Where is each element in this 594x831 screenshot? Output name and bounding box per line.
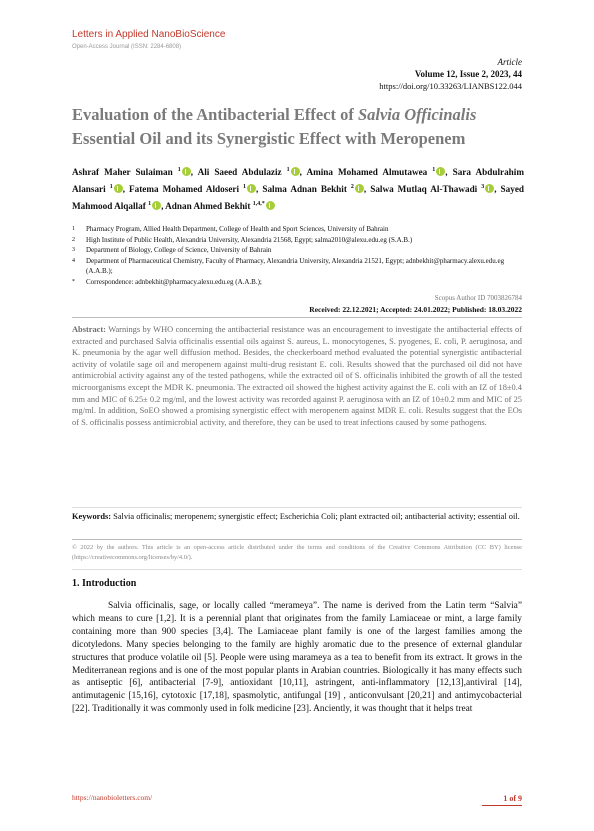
section-heading: 1. Introduction bbox=[72, 578, 137, 589]
author-affiliation-mark: 3 bbox=[481, 184, 485, 191]
author-name: Ali Saeed Abdulaziz bbox=[197, 167, 287, 178]
author-name: Sara Abdulrahim Alansari bbox=[72, 167, 524, 195]
journal-issn: Open-Access Journal (ISSN: 2284-6808) bbox=[72, 44, 182, 50]
article-type: Article bbox=[497, 57, 522, 67]
orcid-icon[interactable] bbox=[266, 201, 275, 210]
orcid-icon[interactable] bbox=[355, 184, 364, 193]
author-name: Ashraf Maher Sulaiman bbox=[72, 167, 178, 178]
orcid-icon[interactable] bbox=[182, 167, 191, 176]
affiliation-item bbox=[72, 277, 524, 288]
affiliation-item bbox=[72, 245, 524, 256]
author-name: Salma Adnan Bekhit bbox=[262, 184, 351, 195]
author-affiliation-mark: 2 bbox=[350, 184, 354, 191]
divider bbox=[72, 539, 522, 540]
journal-name[interactable]: Letters in Applied NanoBioScience bbox=[72, 29, 226, 40]
orcid-icon[interactable] bbox=[485, 184, 494, 193]
footer-rule bbox=[482, 805, 522, 806]
affiliation-number: 4 bbox=[72, 257, 75, 264]
volume-issue: Volume 12, Issue 2, 2023, 44 bbox=[414, 69, 522, 79]
affiliation-number: 1 bbox=[72, 226, 75, 232]
author-affiliation-mark: 1,4,* bbox=[252, 201, 265, 208]
orcid-icon[interactable] bbox=[436, 167, 445, 176]
affiliations bbox=[72, 224, 524, 287]
affiliation-text: Correspondence: adnbekhit@pharmacy.alexu.edu.eg (A.A.B.); bbox=[86, 277, 262, 286]
orcid-icon[interactable] bbox=[247, 184, 256, 193]
affiliation-number: 2 bbox=[72, 236, 75, 243]
footer-url[interactable]: https://nanobioletters.com/ bbox=[72, 793, 153, 802]
orcid-icon[interactable] bbox=[291, 167, 300, 176]
title-text-2: Essential Oil and its Synergistic Effect with Meropenem bbox=[72, 129, 466, 148]
keywords-label: Keywords: bbox=[72, 512, 112, 521]
affiliation-item bbox=[72, 235, 524, 246]
abstract bbox=[72, 324, 522, 428]
affiliation-item bbox=[72, 224, 524, 235]
author-name: Fatema Mohamed Aldoseri bbox=[128, 184, 244, 195]
divider bbox=[72, 569, 522, 570]
keywords-text: Salvia officinalis; meropenem; synergistic effect; Escherichia Coli; plant extracted oil; antibacterial activity; essential oil. bbox=[111, 512, 520, 521]
author-name: Amina Mohamed Almutawea bbox=[306, 167, 433, 178]
author-name: Adnan Ahmed Bekhit bbox=[165, 201, 253, 212]
keywords bbox=[72, 511, 522, 523]
orcid-icon[interactable] bbox=[114, 184, 123, 193]
author-affiliation-mark: 1 bbox=[148, 201, 152, 208]
affiliation-item bbox=[72, 256, 524, 277]
author-name: Sayed Mahmood Alqallaf bbox=[72, 184, 525, 212]
orcid-icon[interactable] bbox=[152, 201, 161, 210]
article-title bbox=[72, 103, 532, 151]
author-list: Ashraf Maher Sulaiman $^1$ , Ali Saeed Abdulaziz $^1$ , Amina Mohamed Almutawea $^1$ , Sara Abdulrahim Alansari $^1$ , Fatema Mohamed Aldoseri $^1$ , Salma Adnan Bekhit $^2$ , Salwa Mutlaq Al-Thawadi $^3$ , Sayed Mahmood Alqallaf $^1$ , Adnan Ahmed Bekhit $^{1,4,*}$ bbox=[72, 167, 525, 212]
article-meta bbox=[379, 56, 522, 92]
affiliation-text: Department of Pharmaceutical Chemistry, Faculty of Pharmacy, Alexandria University, Alexandria 21521, Egypt; adnbekhit@pharmacy.alexu.edu.eg (A.A.B.); bbox=[86, 256, 505, 275]
affiliation-number: 3 bbox=[72, 247, 75, 253]
abstract-text: Warnings by WHO concerning the antibacterial resistance was an encouragement to investigate the antibacterial effects of extracted and purchased Salvia officinalis essential oils against S. aureus, L. monocytogenes, S. pyogenes, E. coli, P. aeruginosa, and K. pneumonia by the agar well diffusion method. Besides, the checkerboard method evaluated the potential synergistic antibacterial activity of volatile sage oil and meropenem against multi-drug resistant E. coli. Results showed that the purchased oil did not have antimicrobial activity against any of the tested pathogens, while the extracted oil of S. officinalis inhibited the growth of all the tested microorganisms except the MDR K. pneumonia. The extracted oil showed the highest activity against the E. coli with an IZ of 18±0.4 mm and MIC of 6.25± 0.2 mg/ml, and the lowest activity was recorded against P. aeruginosa with an IZ of 10±0.2 mm and MIC of 25 mg/ml. In addition, SoEO showed a promising synergistic effect with meropenem against MDR E. coli. Results suggest that the EOs of S. officinalis possess antimicrobial activity, and therefore, they can be used to treat infections caused by some pathogens. bbox=[72, 325, 522, 427]
affiliation-number: * bbox=[72, 278, 75, 285]
title-italic: Salvia Officinalis bbox=[357, 105, 477, 124]
author-affiliation-mark: 1 bbox=[243, 184, 247, 191]
divider bbox=[72, 507, 522, 508]
introduction-body bbox=[72, 600, 522, 716]
affiliation-text: Department of Biology, College of Science, University of Bahrain bbox=[86, 246, 272, 254]
license-note: © 2022 by the authors. This article is an open-access article distributed under the terms and conditions of the Creative Commons Attribution (CC BY) license (https://creativecommons.org/licenses/by/4.0/). bbox=[72, 544, 522, 561]
affiliation-text: Pharmacy Program, Allied Health Department, College of Health and Sport Sciences, University of Bahrain bbox=[86, 225, 389, 233]
title-text-1: Evaluation of the Antibacterial Effect of bbox=[72, 105, 358, 124]
doi-link[interactable]: https://doi.org/10.33263/LIANBS122.044 bbox=[379, 81, 522, 91]
author-affiliation-mark: 1 bbox=[286, 167, 290, 173]
scopus-id: Scopus Author ID 7003826784 bbox=[434, 294, 522, 302]
author-affiliation-mark: 1 bbox=[432, 167, 436, 173]
author-name: Salwa Mutlaq Al-Thawadi bbox=[370, 184, 482, 195]
author-affiliation-mark: 1 bbox=[177, 167, 181, 173]
divider bbox=[72, 317, 522, 318]
affiliation-text: High Institute of Public Health, Alexandria University, Alexandria 21568, Egypt; salma2010@alexu.edu.eg (S.A.B.) bbox=[86, 235, 413, 244]
abstract-label: Abstract: bbox=[72, 325, 106, 334]
page-number: 1 of 9 bbox=[503, 794, 522, 803]
intro-paragraph: Salvia officinalis, sage, or locally called “merameya”. The name is derived from the Latin term “Salvia” which means to cure [1,2]. It is a perennial plant that originates from the family Lamiaceae or mint, a large family containing more than 900 species [3,4]. The Lamiaceae plant family is one of the largest families among the dicotyledons. Many species belonging to the family are highly aromatic due to the presence of external glandular structures that produce volatile oil [5]. People were using marameya as a tea to benefit from its extract. It grows in the Mediterranean regions and is one of the most popular plants in Arabian countries. Biologically it has many effects such as antiseptic [6], antibacterial [7-9], antioxidant [10,11], astringent, anti-inflammatory [12,13],antiviral [14], antimutagenic [15,16], cytotoxic [17,18], spasmolytic, antifungal [19] , anticonvulsant [20,21] and antimycobacterial [22]. Traditionally it was commonly used in folk medicine [23]. Anciently, it was thought that it helps treat bbox=[72, 601, 522, 715]
dates-received: Received: 22.12.2021; Accepted: 24.01.2022; Published: 18.03.2022 bbox=[309, 305, 522, 314]
author-affiliation-mark: 1 bbox=[109, 184, 113, 191]
